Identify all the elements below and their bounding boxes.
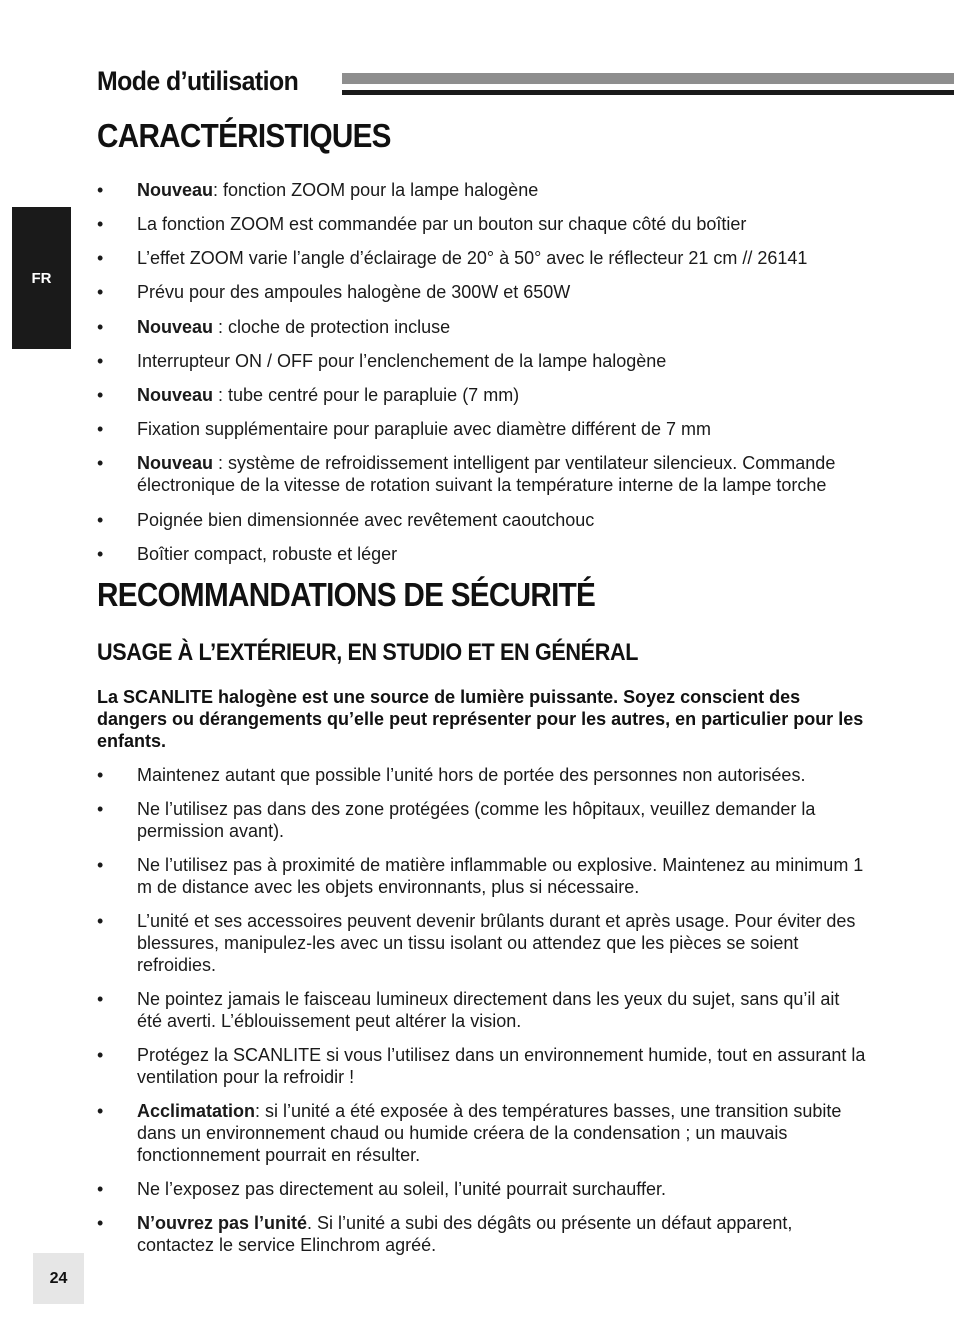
list-item-body: L’unité et ses accessoires peuvent devenir brûlants durant et après usage. Pour éviter des blessures, manipulez-les avec un tissu isolant ou attendez que les pièces se soient refroidies. [137,911,856,975]
list-item-text [137,1212,867,1256]
bullet-icon: • [97,1179,104,1199]
list-item-body: : tube centré pour le parapluie (7 mm) [213,385,520,405]
list-item-text [137,543,867,565]
list-item-body: : système de refroidissement intelligent par ventilateur silencieux. Commande électronique de la vitesse de rotation suivant la température interne de la lampe torche [137,453,836,495]
header-rule-thin [342,90,954,95]
bullet-icon: • [97,282,104,302]
list-item-text [137,179,867,201]
list-item-text [137,1100,867,1166]
list-item-text [137,452,867,496]
bullet-icon: • [97,317,104,337]
list-item-body: Ne l’utilisez pas dans des zone protégées (comme les hôpitaux, veuillez demander la permission avant). [137,799,816,841]
list-item-bold: Nouveau [137,385,214,405]
list-item-bold: Nouveau [137,180,214,200]
bullet-icon: • [97,385,104,405]
list-item-text [137,350,867,372]
list-item-text [137,281,867,303]
list-item-body: . Si l’unité a subi des dégâts ou présente un défaut apparent, contactez le service Elinchrom agréé. [137,1213,793,1255]
list-item-text [137,764,867,786]
list-item-body: Ne l’exposez pas directement au soleil, l’unité pourrait surchauffer. [137,1179,666,1199]
list-item-text [137,384,867,406]
list-item-text [137,988,867,1032]
list-item-body: Ne pointez jamais le faisceau lumineux directement dans les yeux du sujet, sans qu’il ait été averti. L’éblouissement peut altérer la vision. [137,989,840,1031]
bullet-icon: • [97,855,104,875]
list-item-bold: N’ouvrez pas l’unité [137,1213,308,1233]
bullet-icon: • [97,248,104,268]
list-item-text [137,213,867,235]
list-item-body: : fonction ZOOM pour la lampe halogène [213,180,539,200]
bullet-icon: • [97,1101,104,1121]
bullet-icon: • [97,989,104,1009]
list-item-text [137,1178,867,1200]
bullet-icon: • [97,544,104,564]
section-header-title: Mode d’utilisation [97,66,299,96]
list-item-body: : si l’unité a été exposée à des températures basses, une transition subite dans un environnement chaud ou humide créera de la condensation ; un mauvais fonctionnement pourrait en résulter. [137,1101,842,1165]
bullet-icon: • [97,419,104,439]
securite-intro: La SCANLITE halogène est une source de lumière puissante. Soyez conscient des dangers ou dérangements qu’elle peut représenter pour les autres, en particulier pour les enfants. [97,687,864,751]
list-item-body: La fonction ZOOM est commandée par un bouton sur chaque côté du boîtier [137,214,747,234]
page-number: 24 [33,1253,84,1304]
list-item-body: Prévu pour des ampoules halogène de 300W et 650W [137,282,571,302]
list-item-bold: Acclimatation [137,1101,256,1121]
list-item-text [137,854,867,898]
bullet-icon: • [97,911,104,931]
bullet-icon: • [97,799,104,819]
list-item-body: Boîtier compact, robuste et léger [137,544,398,564]
list-item-body: Fixation supplémentaire pour parapluie avec diamètre différent de 7 mm [137,419,711,439]
bullet-icon: • [97,1213,104,1233]
list-item-text [137,910,867,976]
language-tab: FR [12,207,71,349]
bullet-icon: • [97,510,104,530]
list-item-body: Protégez la SCANLITE si vous l’utilisez dans un environnement humide, tout en assurant la ventilation pour la refroidir ! [137,1045,866,1087]
list-item-text [137,798,867,842]
bullet-icon: • [97,180,104,200]
list-item-text [137,316,867,338]
bullet-icon: • [97,453,104,473]
list-item-body: Maintenez autant que possible l’unité hors de portée des personnes non autorisées. [137,765,806,785]
list-item-text [137,418,867,440]
list-item-text [137,247,867,269]
bullet-icon: • [97,765,104,785]
bullet-icon: • [97,351,104,371]
bullet-icon: • [97,214,104,234]
list-item-bold: Nouveau [137,453,214,473]
list-item-bold: Nouveau [137,317,214,337]
caracteristiques-title: CARACTÉRISTIQUES [97,117,391,154]
securite-subtitle: USAGE À L’EXTÉRIEUR, EN STUDIO ET EN GÉNÉRAL [97,639,639,666]
list-item-body: : cloche de protection incluse [213,317,451,337]
list-item-text [137,509,867,531]
list-item-body: Interrupteur ON / OFF pour l’enclenchement de la lampe halogène [137,351,667,371]
bullet-icon: • [97,1045,104,1065]
securite-title: RECOMMANDATIONS DE SÉCURITÉ [97,576,596,613]
header-rule-thick [342,73,954,84]
list-item-body: Poignée bien dimensionnée avec revêtement caoutchouc [137,510,595,530]
list-item-body: Ne l’utilisez pas à proximité de matière inflammable ou explosive. Maintenez au minimum 1 m de distance avec les objets environnants, plus si nécessaire. [137,855,864,897]
list-item-text [137,1044,867,1088]
list-item-body: L’effet ZOOM varie l’angle d’éclairage de 20° à 50° avec le réflecteur 21 cm // 26141 [137,248,808,268]
